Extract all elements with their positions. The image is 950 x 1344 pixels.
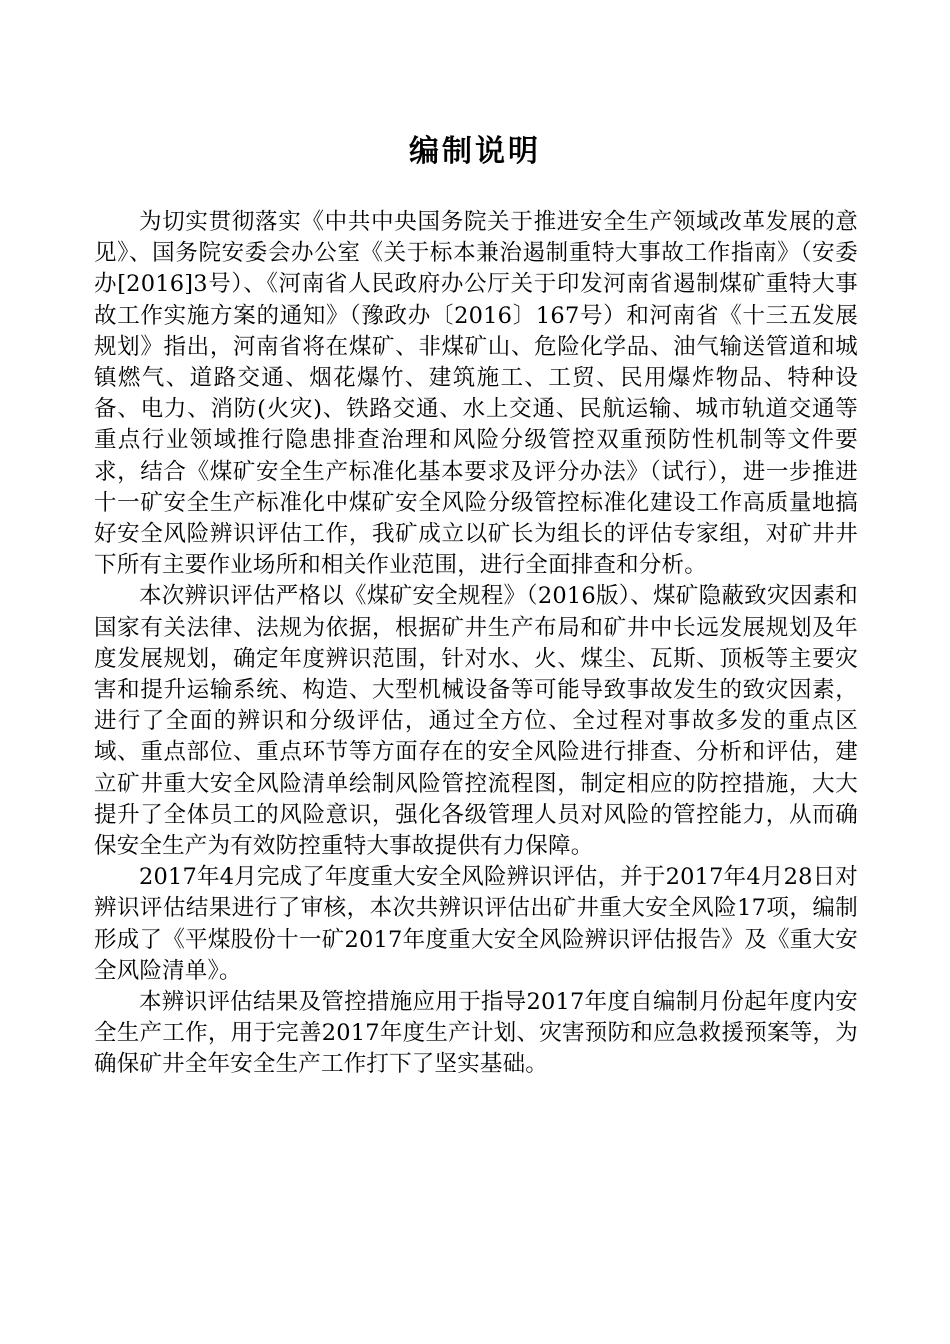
paragraph-basis: 本次辨识评估严格以《煤矿安全规程》（2016版）、煤矿隐蔽致灾因素和国家有关法律、法规为依据，根据矿井生产布局和矿井中长远发展规划及年度发展规划，确定年度辨识范围，针对水、火、煤尘、瓦斯、顶板等主要灾害和提升运输系统、构造、大型机械设备等可能导致事故发生的致灾因素，进行了全面的辨识和分级评估，通过全方位、全过程对事故多发的重点区域、重点部位、重点环节等方面存在的安全风险进行排查、分析和评估，建立矿井重大安全风险清单绘制风险管控流程图，制定相应的防控措施，大大提升了全体员工的风险意识，强化各级管理人员对风险的管控能力，从而确保安全生产为有效防控重特大事故提供有力保障。: [94, 583, 858, 860]
document-body: [94, 207, 858, 1081]
paragraph-application: 本辨识评估结果及管控措施应用于指导2017年度自编制月份起年度内安全生产工作，用于完善2017年度生产计划、灾害预防和应急救援预案等，为确保矿井全年安全生产工作打下了坚实基础。: [94, 989, 858, 1078]
paragraph-results: 2017年4月完成了年度重大安全风险辨识评估，并于2017年4月28日对辨识评估结果进行了审核，本次共辨识评估出矿井重大安全风险17项，编制形成了《平煤股份十一矿2017年度重大安全风险辨识评估报告》及《重大安全风险清单》。: [94, 864, 858, 984]
document-title: 编制说明: [409, 134, 541, 169]
paragraph-purpose: 为切实贯彻落实《中共中央国务院关于推进安全生产领域改革发展的意见》、国务院安委会办公室《关于标本兼治遏制重特大事故工作指南》（安委办[2016]3号）、《河南省人民政府办公厅关于印发河南省遏制煤矿重特大事故工作实施方案的通知》（豫政办〔2016〕167号）和河南省《十三五发展规划》指出，河南省将在煤矿、非煤矿山、危险化学品、油气输送管道和城镇燃气、道路交通、烟花爆竹、建筑施工、工贸、民用爆炸物品、特种设备、电力、消防(火灾)、铁路交通、水上交通、民航运输、城市轨道交通等重点行业领域推行隐患排查治理和风险分级管控双重预防性机制等文件要求，结合《煤矿安全生产标准化基本要求及评分办法》（试行），进一步推进十一矿安全生产标准化中煤矿安全风险分级管控标准化建设工作高质量地搞好安全风险辨识评估工作，我矿成立以矿长为组长的评估专家组，对矿井井下所有主要作业场所和相关作业范围，进行全面排查和分析。: [94, 209, 858, 579]
